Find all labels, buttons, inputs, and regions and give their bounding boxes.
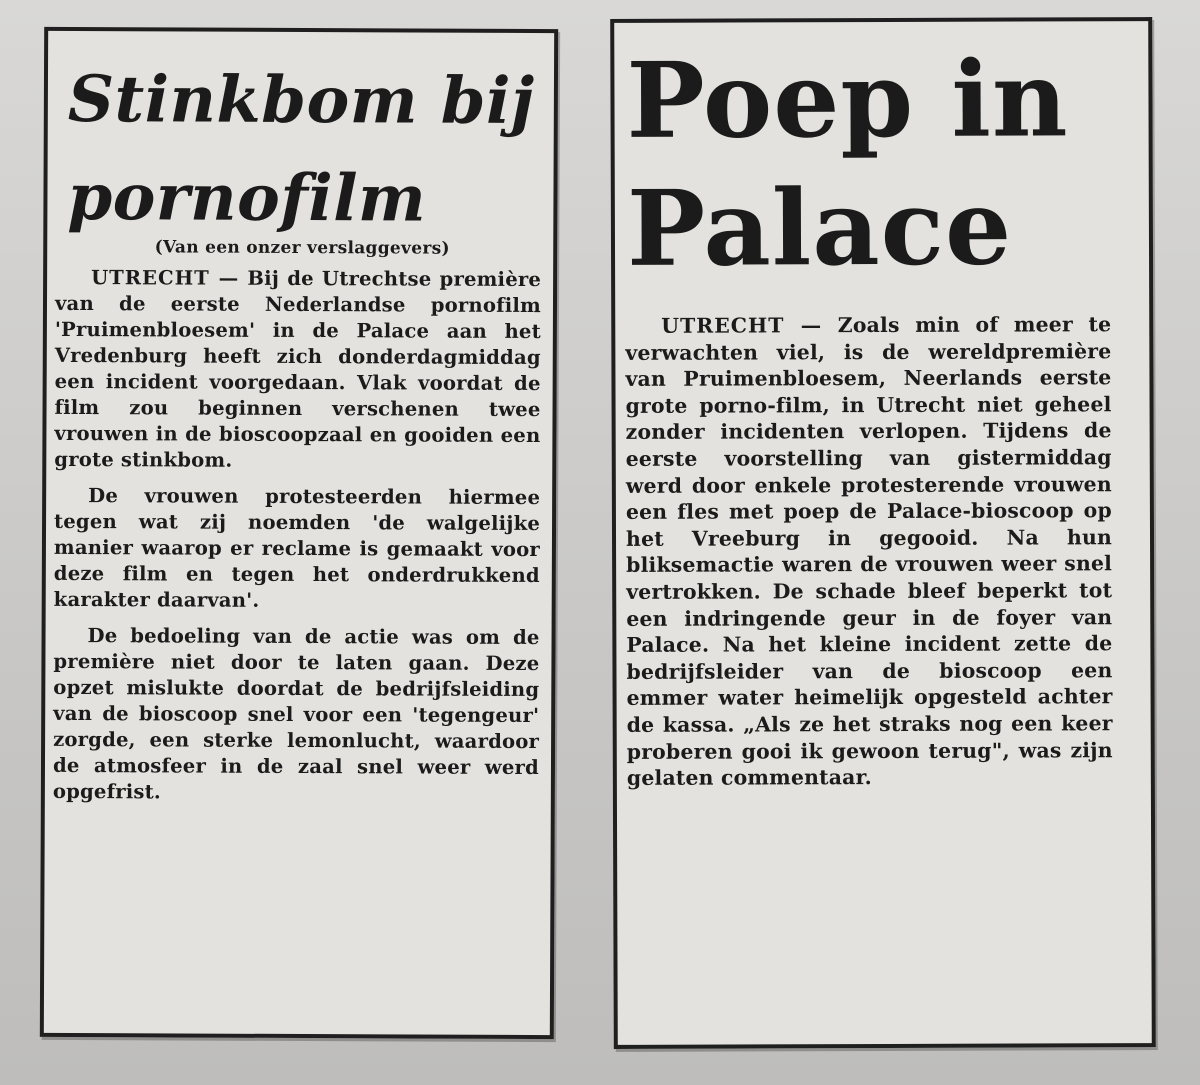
headline-right: Poep in Palace bbox=[626, 37, 1069, 290]
article-text-right: Zoals min of meer te verwachten viel, is de wereldpremière van Pruimenbloesem, Neerlands eerste grote porno-film, in Utrecht niet geheel zonder incidenten verlopen. Tijdens de eerste voorstelling van gistermiddag werd door enkele protesterende vrouwen een fles met poep de Palace-bioscoop op het Vreeburg in gegooid. Na hun bliksemactie waren de vrouwen weer snel vertrokken. De schade bleef beperkt tot een indringende geur in de foyer van Palace. Na het kleine incident zette de bedrijfsleider van de bioscoop een emmer water heimelijk opgesteld achter de kassa. „Als ze het straks nog een keer proberen gooi ik gewoon terug", was zijn gelaten commentaar. bbox=[625, 312, 1113, 790]
lead-text-left: Bij de Utrechtse première van de eerste Nederlandse pornofilm 'Pruimenbloesem' in de Palace aan het Vredenburg heeft zich donderdagmiddag een incident voorgedaan. Vlak voordat de film zou beginnen verschenen twee vrouwen in de bioscoopzaal en gooiden een grote stinkbom. bbox=[54, 266, 542, 472]
article-body-left bbox=[53, 265, 541, 807]
newspaper-clipping-left bbox=[40, 27, 558, 1039]
paragraph-lead-left bbox=[54, 265, 541, 475]
dateline-left: UTRECHT — bbox=[91, 266, 240, 290]
dateline-right: UTRECHT — bbox=[661, 313, 823, 338]
paragraph-2-left: De vrouwen protesteerden hiermee tegen wat zij noemden 'de walgelijke manier waarop er reclame is gemaakt voor deze film en tegen het onderdrukkend karakter daarvan'. bbox=[53, 484, 541, 612]
article-body-right bbox=[625, 311, 1113, 791]
paragraph-3-left: De bedoeling van de actie was om de première niet door te laten gaan. Deze opzet mislukte doordat de bedrijfsleiding van de bioscoop snel voor een 'tegengeur' zorgde, een sterke lemonlucht, waardoor de atmosfeer in de zaal snel weer werd opgefrist. bbox=[52, 624, 540, 804]
newspaper-clipping-right bbox=[610, 17, 1156, 1049]
byline-left: (Van een onzer verslaggevers) bbox=[154, 237, 450, 259]
headline-left: Stinkbom bij pornofilm bbox=[67, 61, 535, 237]
paragraph-right bbox=[625, 311, 1113, 791]
